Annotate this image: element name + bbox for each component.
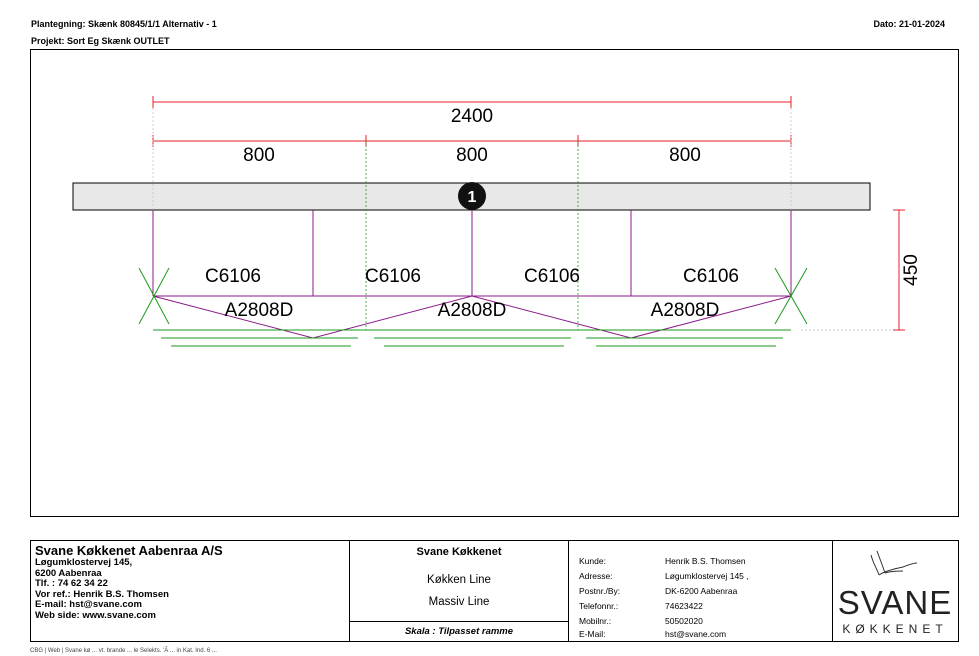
dimension-overall: 2400 — [450, 106, 494, 127]
cabinet-label-lower-1: A2808D — [224, 300, 294, 321]
company-email: E-mail: hst@svane.com — [35, 599, 142, 611]
floor-plan-drawing — [31, 50, 958, 516]
company-address: Løgumklostervej 145, — [35, 557, 133, 568]
company-city: 6200 Aabenraa — [35, 567, 102, 579]
company-name: Svane Køkkenet Aabenraa A/S — [35, 543, 223, 558]
cabinet-label-lower-3: A2808D — [650, 300, 720, 321]
drawing-frame — [30, 49, 959, 517]
customer-value: DK-6200 Aabenraa — [665, 586, 738, 596]
dimension-section-1: 800 — [243, 145, 275, 166]
title-block — [30, 540, 959, 642]
customer-row — [579, 584, 829, 598]
position-marker — [458, 182, 486, 210]
scale-label: Skala : Tilpasset ramme — [350, 621, 568, 641]
customer-value: 74623422 — [665, 601, 703, 611]
project-title: Projekt: Sort Eg Skænk OUTLET — [31, 36, 170, 46]
customer-label: E-Mail: — [579, 629, 606, 639]
product-line-1: Køkken Line — [427, 574, 491, 586]
cabinet-label-lower-2: A2808D — [437, 300, 507, 321]
logo-word: SVANE — [837, 584, 953, 621]
customer-value: Henrik B.S. Thomsen — [665, 556, 746, 566]
company-info — [31, 541, 350, 641]
customer-row — [579, 614, 829, 628]
customer-label: Telefonnr.: — [579, 601, 619, 611]
marker-number: 1 — [467, 189, 477, 206]
customer-info — [569, 541, 833, 641]
customer-value: Løgumklostervej 145 , — [665, 571, 749, 581]
customer-row — [579, 599, 829, 613]
customer-value: hst@svane.com — [665, 629, 727, 639]
customer-label: Adresse: — [579, 571, 613, 581]
dimension-section-2: 800 — [456, 145, 488, 166]
customer-value: 50502020 — [665, 616, 703, 626]
customer-label: Postnr./By: — [579, 586, 621, 596]
customer-label: Kunde: — [579, 556, 606, 566]
cabinet-label-upper-4: C6106 — [683, 266, 739, 287]
product-line-2: Massiv Line — [428, 596, 490, 608]
customer-row — [579, 569, 829, 583]
footer-note: CBG | Web | Svane kø ... vt. brande ... le Selekts. 'Ã ... in Kat. Ind. 6 ... — [30, 648, 217, 654]
product-info — [350, 541, 569, 641]
customer-label: Mobilnr.: — [579, 616, 612, 626]
customer-row — [579, 554, 829, 568]
cabinet-label-upper-1: C6106 — [205, 266, 261, 287]
cabinet-label-upper-3: C6106 — [524, 266, 580, 287]
company-phone: Tlf. : 74 62 34 22 — [35, 578, 108, 590]
date-label: Dato: 21-01-2024 — [873, 19, 945, 29]
swan-icon — [871, 551, 917, 575]
company-reference: Vor ref.: Henrik B.S. Thomsen — [35, 588, 169, 600]
product-brand: Svane Køkkenet — [416, 546, 502, 558]
company-website: Web side: www.svane.com — [35, 609, 156, 621]
plan-title: Plantegning: Skænk 80845/1/1 Alternativ - 1 — [31, 19, 217, 29]
logo-subtitle: KØKKENET — [842, 622, 948, 636]
cabinet-label-upper-2: C6106 — [365, 266, 421, 287]
customer-row — [579, 627, 829, 641]
svane-logo — [833, 541, 958, 641]
dimension-section-3: 800 — [669, 145, 701, 166]
dimension-depth: 450 — [901, 254, 922, 286]
